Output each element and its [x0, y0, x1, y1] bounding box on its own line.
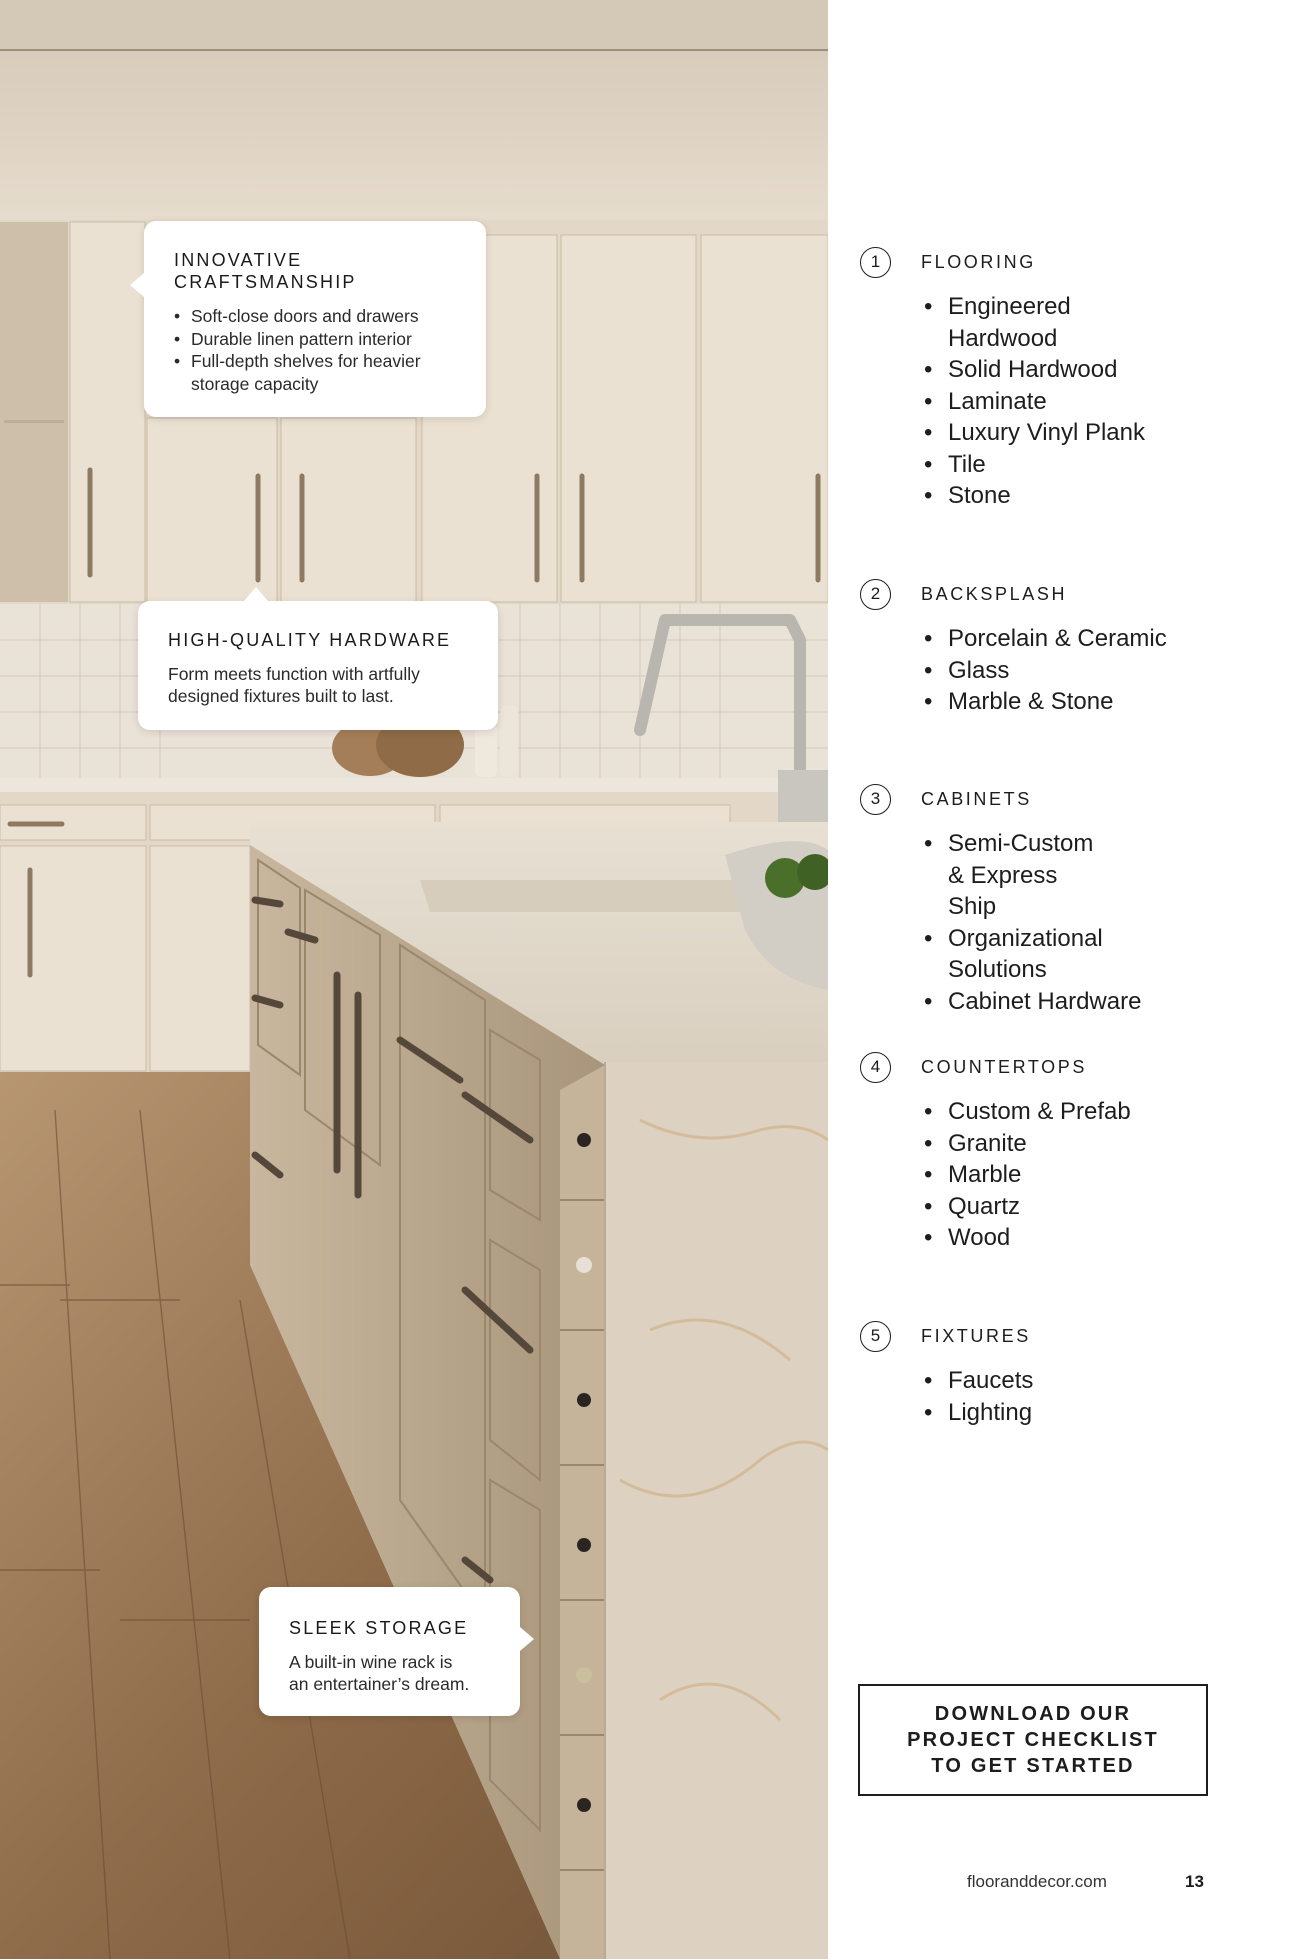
callout-title-line: CRAFTSMANSHIP — [174, 272, 357, 292]
cta-line: DOWNLOAD OUR — [934, 1703, 1132, 1725]
callout-title: SLEEK STORAGE — [289, 1618, 469, 1638]
list-item: • Solid Hardwood — [922, 354, 1280, 386]
callout-hardware — [138, 601, 498, 730]
callout-text-line: A built-in wine rack is — [289, 1652, 453, 1672]
list-item: • Organizational Solutions — [922, 923, 1108, 986]
section-title: FLOORING — [921, 251, 1036, 272]
callout-list — [174, 305, 456, 395]
callout-list-item: • Durable linen pattern interior — [174, 328, 456, 351]
callout-craftsmanship — [144, 221, 486, 417]
callout-storage — [259, 1587, 520, 1716]
list-item: • Stone — [922, 480, 1280, 512]
section-number-badge: 5 — [860, 1321, 891, 1352]
section-header — [860, 1319, 1280, 1353]
section-fixtures — [860, 1319, 1280, 1428]
callout-title-line: INNOVATIVE — [174, 250, 303, 270]
list-item: • Wood — [922, 1222, 1280, 1254]
list-item: • Quartz — [922, 1191, 1280, 1223]
list-item: • Lighting — [922, 1397, 1280, 1429]
section-list — [860, 291, 1280, 512]
section-title: COUNTERTOPS — [921, 1056, 1087, 1077]
callout-pointer — [244, 587, 268, 601]
list-item: • Semi-Custom & Express Ship — [922, 828, 1108, 923]
callout-list-item: • Full-depth shelves for heavier storage capacity — [174, 350, 456, 395]
list-item: • Cabinet Hardware — [922, 986, 1280, 1018]
callout-text-line: designed fixtures built to last. — [168, 686, 394, 706]
list-item: • Glass — [922, 655, 1280, 687]
section-header — [860, 1050, 1280, 1084]
list-item: • Tile — [922, 449, 1280, 481]
section-list — [860, 623, 1280, 718]
callout-text-line: Form meets function with artfully — [168, 664, 420, 684]
list-item: • Custom & Prefab — [922, 1096, 1280, 1128]
callout-list-item: • Soft-close doors and drawers — [174, 305, 456, 328]
cta-line: PROJECT CHECKLIST — [907, 1729, 1159, 1751]
list-item: • Luxury Vinyl Plank — [922, 417, 1280, 449]
section-flooring — [860, 245, 1280, 512]
list-item: • Engineered Hardwood — [922, 291, 1068, 354]
callout-text — [168, 663, 468, 707]
section-header — [860, 782, 1280, 816]
callout-title — [174, 249, 456, 293]
section-list — [860, 828, 1280, 1017]
list-item: • Faucets — [922, 1365, 1280, 1397]
section-cabinets — [860, 782, 1280, 1017]
section-number-badge: 4 — [860, 1052, 891, 1083]
callout-title: HIGH-QUALITY HARDWARE — [168, 630, 452, 650]
section-number-badge: 1 — [860, 247, 891, 278]
section-header — [860, 577, 1280, 611]
section-title: CABINETS — [921, 788, 1032, 809]
list-item: • Marble — [922, 1159, 1280, 1191]
section-header — [860, 245, 1280, 279]
footer-website-link[interactable]: flooranddecor.com — [967, 1872, 1107, 1891]
page-number: 13 — [1185, 1872, 1204, 1891]
callout-pointer — [130, 273, 144, 297]
list-item: • Marble & Stone — [922, 686, 1280, 718]
list-item: • Porcelain & Ceramic — [922, 623, 1280, 655]
list-item: • Laminate — [922, 386, 1280, 418]
section-list — [860, 1365, 1280, 1428]
download-checklist-button[interactable] — [858, 1684, 1208, 1796]
section-backsplash — [860, 577, 1280, 718]
section-number-badge: 2 — [860, 579, 891, 610]
cta-line: TO GET STARTED — [931, 1755, 1135, 1777]
section-list — [860, 1096, 1280, 1254]
section-number-badge: 3 — [860, 784, 891, 815]
callout-text-line: an entertainer’s dream. — [289, 1674, 470, 1694]
section-countertops — [860, 1050, 1280, 1254]
list-item: • Granite — [922, 1128, 1280, 1160]
callout-text — [289, 1651, 490, 1695]
section-title: BACKSPLASH — [921, 583, 1068, 604]
section-title: FIXTURES — [921, 1325, 1031, 1346]
callout-pointer — [520, 1627, 534, 1651]
